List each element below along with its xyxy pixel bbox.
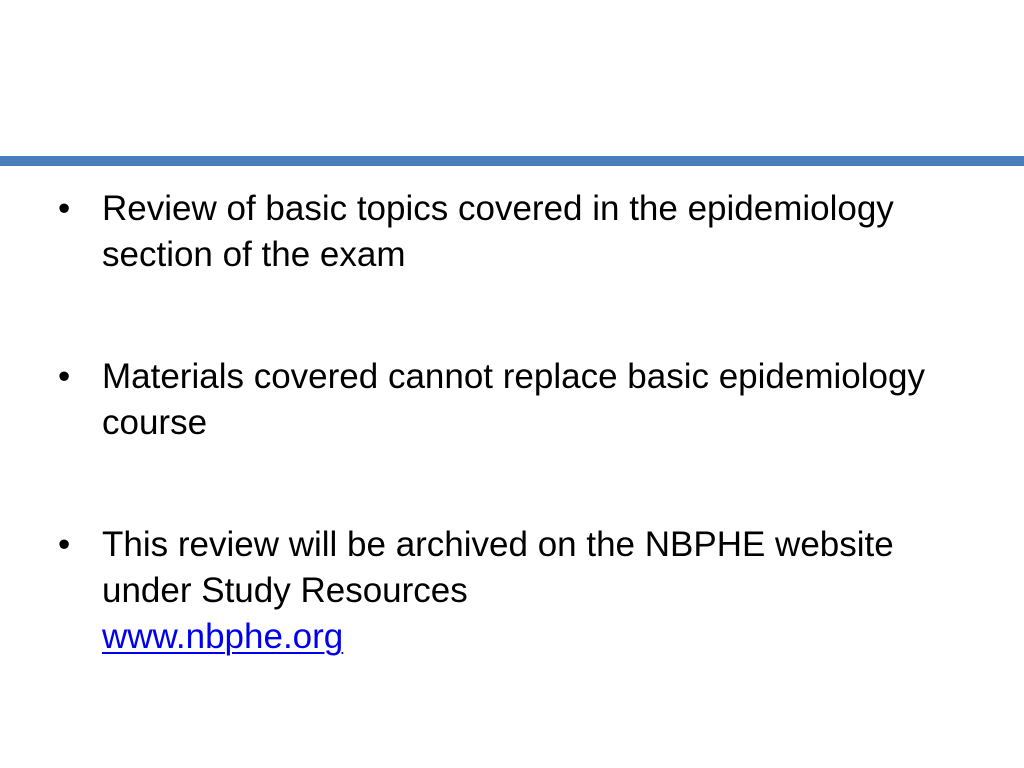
bullet-text: Review of basic topics covered in the epidemiology section of the exam xyxy=(102,189,894,274)
title-divider xyxy=(0,156,1024,166)
bullet-text: Materials covered cannot replace basic epidemiology course xyxy=(102,357,925,442)
bullet-text: This review will be archived on the NBPHE website under Study Resources xyxy=(102,525,894,610)
bullet-item xyxy=(58,354,958,446)
bullet-dot-icon: • xyxy=(58,189,71,228)
bullet-item xyxy=(58,186,958,278)
bullet-dot-icon: • xyxy=(58,525,71,564)
bullet-list xyxy=(58,186,958,660)
bullet-dot-icon: • xyxy=(58,357,71,396)
bullet-item xyxy=(58,522,958,660)
nbphe-website-link[interactable]: www.nbphe.org xyxy=(102,617,344,656)
